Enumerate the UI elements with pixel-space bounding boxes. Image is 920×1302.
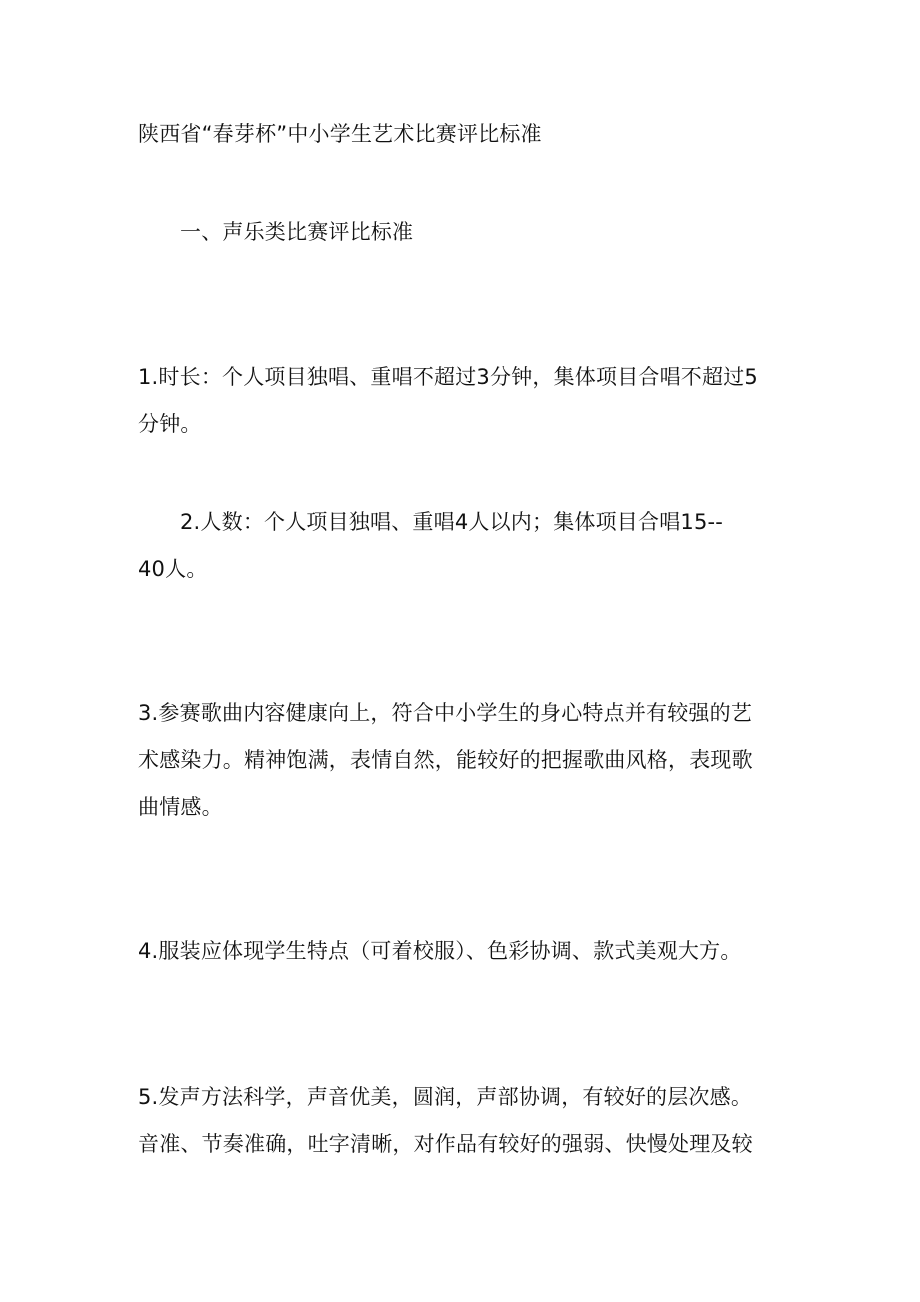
item-3-line-1: 3.参赛歌曲内容健康向上，符合中小学生的身心特点并有较强的艺 [138,701,753,725]
section-heading: 一、声乐类比赛评比标准 [180,220,414,244]
item-2-line-2: 40人。 [138,557,208,581]
item-1-line-2: 分钟。 [138,412,202,436]
item-5-line-1: 5.发声方法科学，声音优美，圆润，声部协调，有较好的层次感。 [138,1085,753,1109]
item-3-line-3: 曲情感。 [138,795,223,819]
item-5-line-2: 音准、节奏准确，吐字清晰，对作品有较好的强弱、快慢处理及较 [138,1132,753,1156]
item-3-line-2: 术感染力。精神饱满，表情自然，能较好的把握歌曲风格，表现歌 [138,748,753,772]
item-1-line-1: 1.时长：个人项目独唱、重唱不超过3分钟，集体项目合唱不超过5 [138,365,758,389]
item-2-line-1: 2.人数：个人项目独唱、重唱4人以内；集体项目合唱15-- [180,510,724,534]
document-title: 陕西省“春芽杯”中小学生艺术比赛评比标准 [138,122,542,146]
item-4-line-1: 4.服装应体现学生特点（可着校服）、色彩协调、款式美观大方。 [138,939,742,963]
